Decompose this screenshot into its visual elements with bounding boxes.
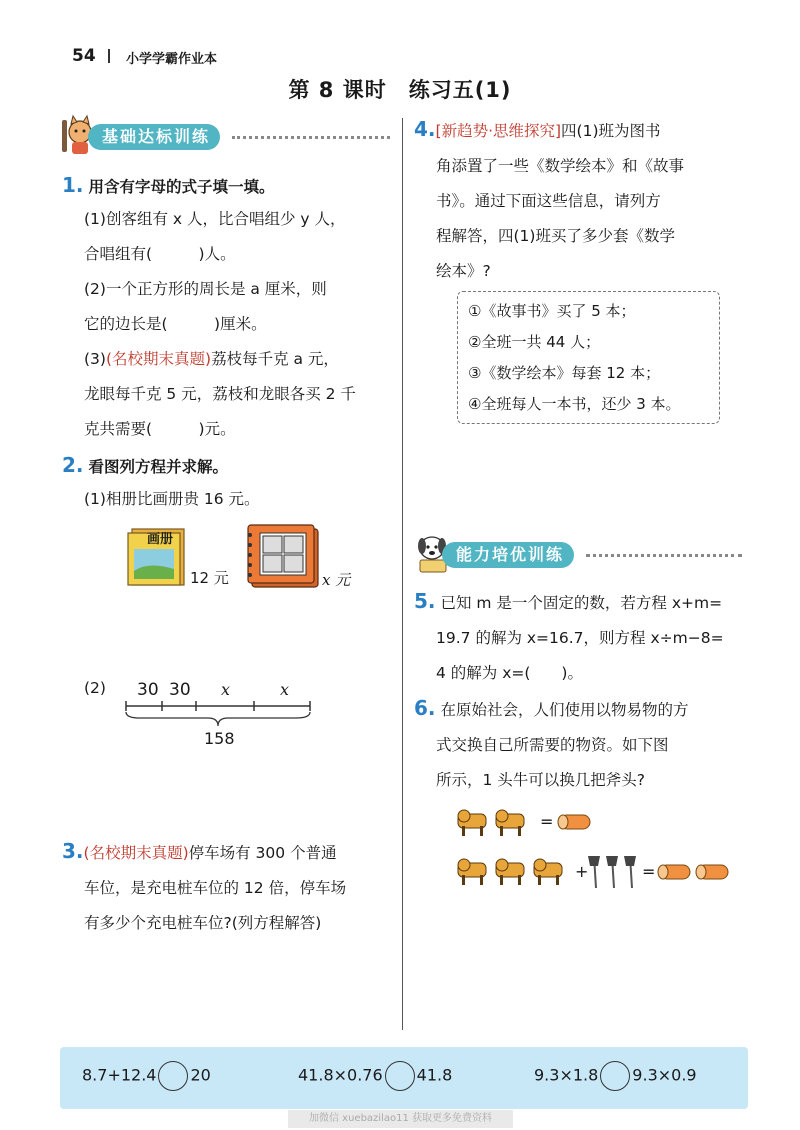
section-title-advanced: 能力培优训练 (442, 542, 574, 568)
segment-total: 158 (204, 729, 235, 748)
source-tag: (名校期末真题) (105, 350, 212, 368)
photo-album-icon (246, 521, 322, 591)
question-3 (62, 834, 397, 941)
q4-line3: 书》。通过下面这些信息，请列方 (436, 192, 661, 210)
segment-label-2: 30 (169, 680, 191, 700)
compare-right: 9.3×0.9 (632, 1065, 697, 1085)
question-5 (414, 584, 759, 691)
info-item: ②全班一共 44 人； (468, 333, 601, 351)
cow-trio-icon (456, 855, 574, 887)
q6-line2: 式交换自己所需要的物资。如下图 (436, 736, 669, 754)
q1-part3-line2: 龙眼每千克 5 元，荔枝和龙眼各买 2 千 (84, 385, 356, 403)
equals-sign: = (642, 862, 656, 881)
watermark: 加微信 xuebazilao11 获取更多免费资料 (288, 1110, 513, 1128)
q5-line2: 19.7 的解为 x=16.7，则方程 x÷m−8= (436, 629, 724, 647)
q1-part3-line1: 荔枝每千克 a 元， (211, 350, 339, 368)
q1-part3-prefix: (3) (84, 350, 106, 368)
picture-book-label: 画册 (147, 532, 174, 547)
q2-part2-label: (2) (84, 679, 106, 697)
axe-group-icon (586, 852, 640, 890)
question-4 (414, 112, 754, 289)
question-number: 5. (414, 589, 436, 613)
q1-part3-line3[interactable]: 克共需要( )元。 (84, 420, 236, 438)
log-icon (556, 812, 592, 832)
q1-part1-line2[interactable]: 合唱组有( )人。 (84, 245, 236, 263)
q5-line1: 已知 m 是一个固定的数，若方程 x+m= (440, 594, 723, 612)
compare-item-2 (298, 1061, 452, 1091)
header-separator (108, 49, 110, 63)
q5-line3[interactable]: 4 的解为 x=( )。 (436, 664, 583, 682)
page-number: 54 (72, 46, 96, 66)
source-tag: (名校期末真题) (83, 844, 189, 862)
section-dots (232, 136, 390, 139)
question-number: 6. (414, 696, 436, 720)
q6-line3: 所示，1 头牛可以换几把斧头? (436, 771, 646, 789)
question-6 (414, 691, 759, 798)
question-number: 2. (62, 453, 84, 477)
q4-line1: 四(1)班为图书 (561, 122, 661, 140)
compare-item-1 (82, 1061, 211, 1091)
q1-part1-line1: (1)创客组有 x 人，比合唱组少 y 人， (84, 210, 346, 228)
q4-line4: 程解答，四(1)班买了多少套《数学 (436, 227, 675, 245)
price-label-2: x 元 (322, 571, 351, 589)
section-dots (586, 554, 742, 557)
section-header-advanced (412, 536, 742, 570)
compare-left: 41.8×0.76 (298, 1065, 383, 1085)
info-box (457, 291, 720, 424)
q6-line1: 在原始社会，人们使用以物易物的方 (440, 701, 689, 719)
compare-left: 8.7+12.4 (82, 1065, 157, 1085)
segment-label-1: 30 (137, 680, 159, 700)
q4-line5: 绘本》? (436, 262, 491, 280)
question-1 (62, 170, 397, 447)
segment-label-3: x (221, 680, 231, 699)
equals-sign: = (540, 812, 554, 831)
plus-sign: + (575, 862, 589, 881)
price-label-1: 12 元 (190, 569, 229, 587)
info-item: ①《故事书》买了 5 本； (468, 302, 636, 320)
info-item: ④全班每人一本书，还少 3 本。 (468, 395, 681, 413)
lesson-title: 第 8 课时 练习五(1) (288, 78, 512, 102)
q1-part2-line2[interactable]: 它的边长是( )厘米。 (84, 315, 267, 333)
question-stem: 看图列方程并求解。 (88, 458, 228, 476)
compare-circle[interactable] (158, 1061, 188, 1091)
q3-line3: 有多少个充电桩车位?(列方程解答) (84, 914, 322, 932)
log-pair-icon (656, 862, 732, 882)
q1-part2-line1: (2)一个正方形的周长是 a 厘米，则 (84, 280, 327, 298)
trend-tag: [新趋势·思维探究] (435, 122, 562, 140)
cow-pair-icon (456, 806, 536, 838)
compare-item-3 (534, 1061, 697, 1091)
q3-line1: 停车场有 300 个普通 (188, 844, 337, 862)
compare-right: 41.8 (416, 1065, 453, 1085)
compare-circle[interactable] (600, 1061, 630, 1091)
section-header-basic (58, 118, 390, 152)
question-number: 4. (414, 117, 436, 141)
compare-circle[interactable] (385, 1061, 415, 1091)
compare-right: 20 (190, 1065, 211, 1085)
question-stem: 用含有字母的式子填一填。 (88, 178, 275, 196)
q2-part1: (1)相册比画册贵 16 元。 (84, 490, 260, 508)
info-item: ③《数学绘本》每套 12 本； (468, 364, 661, 382)
segment-diagram (120, 698, 320, 732)
section-title-basic: 基础达标训练 (88, 124, 220, 150)
question-number: 3. (62, 839, 84, 863)
column-divider (402, 118, 403, 1030)
q3-line2: 车位，是充电桩车位的 12 倍，停车场 (84, 879, 347, 897)
segment-label-4: x (280, 680, 290, 699)
q4-line2: 角添置了一些《数学绘本》和《故事 (436, 157, 685, 175)
question-number: 1. (62, 173, 84, 197)
compare-left: 9.3×1.8 (534, 1065, 599, 1085)
question-2 (62, 450, 397, 517)
book-name: 小学学霸作业本 (126, 52, 218, 67)
